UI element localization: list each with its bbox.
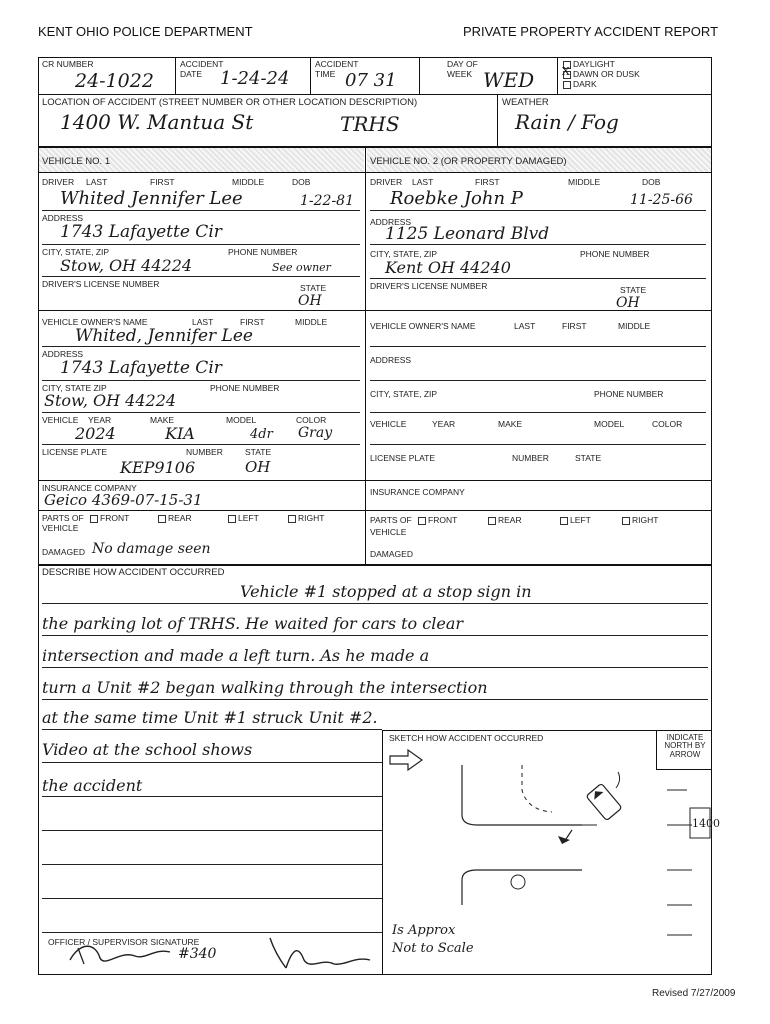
collision-point-icon	[558, 836, 570, 844]
v1-phone-label: PHONE NUMBER	[228, 247, 298, 257]
v1-driver-value: Whited Jennifer Lee	[60, 188, 243, 209]
description-line-1: Vehicle #1 stopped at a stop sign in	[240, 582, 532, 601]
v2-first-label: FIRST	[475, 177, 500, 187]
v1-rear-option: REAR	[158, 514, 192, 523]
v1-dob-label: DOB	[292, 177, 311, 187]
description-line-6: Video at the school shows	[42, 740, 253, 759]
v1-parts-label-1: PARTS OF	[42, 513, 84, 523]
v2-rear-option: REAR	[488, 516, 522, 525]
v2-make-label: MAKE	[498, 419, 523, 429]
signature-label: OFFICER / SUPERVISOR SIGNATURE	[48, 937, 200, 947]
report-title: PRIVATE PROPERTY ACCIDENT REPORT	[463, 24, 719, 39]
v2-plate-state-label: STATE	[575, 453, 602, 463]
vehicle-2-heading: VEHICLE NO. 2 (OR PROPERTY DAMAGED)	[370, 156, 567, 167]
v1-owner-value: Whited, Jennifer Lee	[75, 326, 253, 346]
v1-state-value: OH	[298, 293, 322, 309]
v1-parts-label-2: VEHICLE	[42, 523, 79, 533]
v2-insurance-label: INSURANCE COMPANY	[370, 487, 465, 497]
v1-owner-city-value: Stow, OH 44224	[44, 391, 177, 410]
v1-parts-label-3: DAMAGED	[42, 547, 85, 557]
accident-time-label-1: ACCIDENT	[315, 59, 359, 69]
v2-license-label: DRIVER'S LICENSE NUMBER	[370, 281, 488, 291]
v2-front-option: FRONT	[418, 516, 457, 525]
v2-parts-label-1: PARTS OF	[370, 515, 412, 525]
v2-state-label: STATE	[620, 285, 647, 295]
v2-state-value: OH	[616, 295, 640, 311]
v2-plate-label: LICENSE PLATE	[370, 453, 436, 463]
day-of-week-label-1: DAY OF	[447, 59, 478, 69]
sketch-note-1: Is Approx	[392, 923, 456, 938]
sketch-note-2: Not to Scale	[392, 941, 474, 956]
v2-plate-number-label: NUMBER	[512, 453, 549, 463]
sketch-label: SKETCH HOW ACCIDENT OCCURRED	[389, 733, 544, 743]
v2-driver-value: Roebke John P	[390, 188, 523, 209]
v1-dob-value: 1-22-81	[300, 193, 354, 209]
v1-first-label: FIRST	[150, 177, 175, 187]
v1-owner-first-label: FIRST	[240, 317, 265, 327]
v1-color-value: Gray	[298, 425, 333, 441]
v1-city-value: Stow, OH 44224	[60, 256, 193, 275]
accident-time-label-2: TIME	[315, 69, 336, 79]
accident-date-value: 1-24-24	[220, 68, 290, 89]
v1-owner-address-value: 1743 Lafayette Cir	[60, 358, 222, 378]
v1-plate-number-label: NUMBER	[186, 447, 223, 457]
v2-address-value: 1125 Leonard Blvd	[385, 224, 550, 244]
description-line-7: the accident	[42, 776, 143, 795]
v1-make-value: KIA	[165, 424, 195, 443]
v1-owner-city-label: CITY, STATE ZIP	[42, 383, 107, 393]
v2-driver-label: DRIVER	[370, 177, 403, 187]
v1-plate-state-label: STATE	[245, 447, 272, 457]
v2-last-label: LAST	[412, 177, 434, 187]
north-arrow-icon	[390, 750, 422, 770]
v1-insurance-label: INSURANCE COMPANY	[42, 483, 137, 493]
v1-plate-value: KEP9106	[120, 458, 196, 477]
cr-number-value: 24-1022	[75, 70, 154, 92]
manhole-icon	[511, 875, 525, 889]
v2-owner-middle-label: MIDDLE	[618, 321, 651, 331]
v2-city-label: CITY, STATE, ZIP	[370, 249, 438, 259]
accident-date-label-1: ACCIDENT	[180, 59, 224, 69]
v1-right-option: RIGHT	[288, 514, 324, 523]
accident-date-label-2: DATE	[180, 69, 203, 79]
v1-year-label: YEAR	[88, 415, 112, 425]
description-line-4: turn a Unit #2 began walking through the intersection	[42, 678, 488, 697]
v1-model-value: 4dr	[250, 427, 273, 442]
vehicle-1-sketch	[586, 783, 622, 820]
location-label: LOCATION OF ACCIDENT (STREET NUMBER OR OTHER LOCATION DESCRIPTION)	[42, 97, 418, 108]
day-of-week-label-2: WEEK	[447, 69, 473, 79]
v1-owner-middle-label: MIDDLE	[295, 317, 328, 327]
v1-last-label: LAST	[86, 177, 108, 187]
v2-dob-value: 11-25-66	[630, 192, 693, 208]
north-label: INDICATE NORTH BY ARROW	[664, 733, 706, 759]
v2-color-label: COLOR	[652, 419, 683, 429]
v2-middle-label: MIDDLE	[568, 177, 601, 187]
v1-front-option: FRONT	[90, 514, 129, 523]
v1-plate-label: LICENSE PLATE	[42, 447, 108, 457]
v1-phone-value: See owner	[272, 261, 331, 274]
v2-owner-label: VEHICLE OWNER'S NAME	[370, 321, 476, 331]
v1-vehicle-label: VEHICLE	[42, 415, 79, 425]
description-line-5: at the same time Unit #1 struck Unit #2.	[42, 708, 378, 727]
v1-damage-value: No damage seen	[92, 541, 211, 557]
description-line-2: the parking lot of TRHS. He waited for cars to clear	[42, 614, 464, 633]
v2-model-label: MODEL	[594, 419, 625, 429]
v1-address-value: 1743 Lafayette Cir	[60, 222, 222, 242]
accident-time-value: 07 31	[345, 70, 397, 91]
day-of-week-value: WED	[483, 68, 535, 92]
v1-owner-phone-label: PHONE NUMBER	[210, 383, 280, 393]
light-dark-option: DARK	[563, 80, 597, 89]
v1-year-value: 2024	[75, 424, 116, 443]
v2-right-option: RIGHT	[622, 516, 658, 525]
accident-sketch	[382, 730, 712, 975]
v2-owner-first-label: FIRST	[562, 321, 587, 331]
v1-owner-address-label: ADDRESS	[42, 349, 84, 359]
v2-phone-label: PHONE NUMBER	[580, 249, 650, 259]
v1-driver-label: DRIVER	[42, 177, 75, 187]
weather-label: WEATHER	[502, 97, 549, 108]
v2-parts-label-2: VEHICLE	[370, 527, 407, 537]
location-value-2: TRHS	[340, 112, 400, 136]
v2-dob-label: DOB	[642, 177, 661, 187]
v1-owner-last-label: LAST	[192, 317, 214, 327]
building-number: 1400	[692, 817, 720, 830]
v1-plate-state-value: OH	[245, 458, 271, 476]
officer-signature	[60, 930, 380, 975]
v2-address-label: ADDRESS	[370, 217, 412, 227]
cr-number-label: CR NUMBER	[42, 59, 94, 69]
weather-value: Rain / Fog	[515, 110, 619, 134]
v1-state-label: STATE	[300, 283, 327, 293]
v2-owner-phone-label: PHONE NUMBER	[594, 389, 664, 399]
location-value: 1400 W. Mantua St	[60, 110, 254, 134]
light-dawn-mark: X	[562, 65, 570, 78]
v1-model-label: MODEL	[226, 415, 257, 425]
v2-owner-address-label: ADDRESS	[370, 355, 412, 365]
description-line-3: intersection and made a left turn. As he made a	[42, 646, 430, 665]
v2-left-option: LEFT	[560, 516, 591, 525]
v2-city-value: Kent OH 44240	[385, 258, 511, 277]
v1-middle-label: MIDDLE	[232, 177, 265, 187]
v1-make-label: MAKE	[150, 415, 175, 425]
signature-badge: #340	[178, 946, 217, 962]
light-daylight-option: DAYLIGHT	[563, 60, 615, 69]
v1-color-label: COLOR	[296, 415, 327, 425]
revised-date: Revised 7/27/2009	[652, 988, 736, 999]
v1-license-label: DRIVER'S LICENSE NUMBER	[42, 279, 160, 289]
v1-owner-label: VEHICLE OWNER'S NAME	[42, 317, 148, 327]
v1-city-label: CITY, STATE, ZIP	[42, 247, 110, 257]
description-label: DESCRIBE HOW ACCIDENT OCCURRED	[42, 567, 225, 578]
light-dawn-option: DAWN OR DUSK	[563, 70, 640, 79]
department-name: KENT OHIO POLICE DEPARTMENT	[38, 24, 253, 39]
v2-owner-city-label: CITY, STATE, ZIP	[370, 389, 438, 399]
vehicle-1-heading: VEHICLE NO. 1	[42, 156, 111, 167]
v1-address-label: ADDRESS	[42, 213, 84, 223]
v2-year-label: YEAR	[432, 419, 456, 429]
v2-parts-label-3: DAMAGED	[370, 549, 413, 559]
v2-owner-last-label: LAST	[514, 321, 536, 331]
v1-left-option: LEFT	[228, 514, 259, 523]
v2-vehicle-label: VEHICLE	[370, 419, 407, 429]
v1-insurance-value: Geico 4369-07-15-31	[44, 491, 203, 509]
